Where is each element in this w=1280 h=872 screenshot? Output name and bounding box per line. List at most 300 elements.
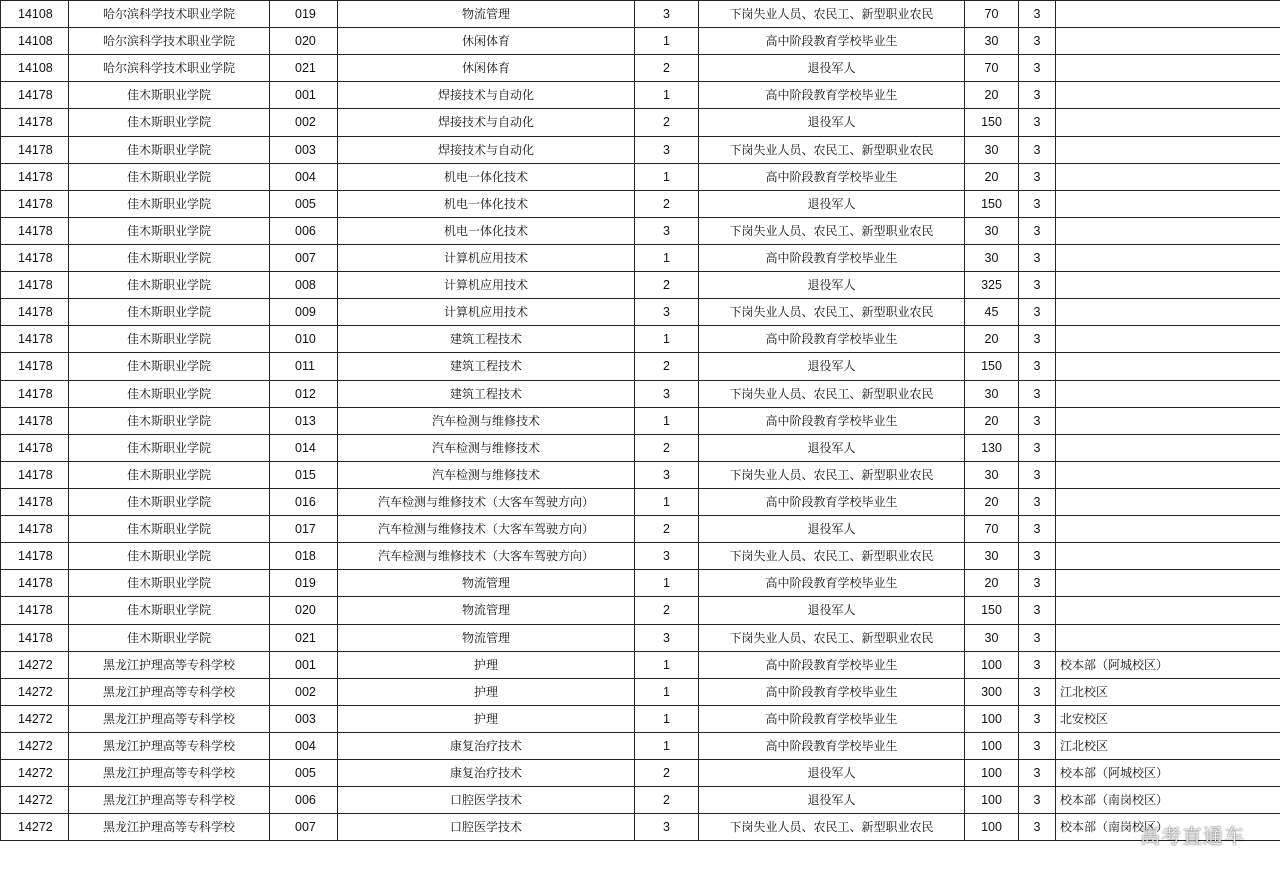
- major-code-cell: 001: [270, 82, 338, 109]
- school-name-cell: 哈尔滨科学技术职业学院: [69, 55, 270, 82]
- major-code-cell: 011: [270, 353, 338, 380]
- school-name-cell: 佳木斯职业学院: [69, 299, 270, 326]
- major-name-cell: 汽车检测与维修技术: [338, 407, 635, 434]
- remark-cell: [1056, 272, 1280, 299]
- table-row: [1, 732, 1280, 759]
- school-code-cell: 14178: [1, 190, 69, 217]
- category-cell: 2: [635, 190, 699, 217]
- major-name-cell: 建筑工程技术: [338, 353, 635, 380]
- duration-cell: 3: [1019, 570, 1056, 597]
- major-name-cell: 计算机应用技术: [338, 299, 635, 326]
- duration-cell: 3: [1019, 1, 1056, 28]
- category-cell: 3: [635, 814, 699, 841]
- major-code-cell: 009: [270, 299, 338, 326]
- school-code-cell: 14178: [1, 434, 69, 461]
- table-row: [1, 326, 1280, 353]
- major-name-cell: 康复治疗技术: [338, 760, 635, 787]
- remark-cell: [1056, 516, 1280, 543]
- school-code-cell: 14178: [1, 353, 69, 380]
- major-code-cell: 021: [270, 624, 338, 651]
- remark-cell: 江北校区: [1056, 732, 1280, 759]
- school-code-cell: 14272: [1, 814, 69, 841]
- major-name-cell: 机电一体化技术: [338, 217, 635, 244]
- category-cell: 3: [635, 461, 699, 488]
- major-code-cell: 001: [270, 651, 338, 678]
- recruit-target-cell: 高中阶段教育学校毕业生: [699, 82, 965, 109]
- category-cell: 3: [635, 543, 699, 570]
- remark-cell: [1056, 163, 1280, 190]
- major-name-cell: 休闲体育: [338, 28, 635, 55]
- school-code-cell: 14108: [1, 1, 69, 28]
- duration-cell: 3: [1019, 136, 1056, 163]
- major-code-cell: 003: [270, 136, 338, 163]
- table-row: [1, 244, 1280, 271]
- school-name-cell: 黑龙江护理高等专科学校: [69, 651, 270, 678]
- major-code-cell: 002: [270, 109, 338, 136]
- school-name-cell: 佳木斯职业学院: [69, 82, 270, 109]
- category-cell: 2: [635, 516, 699, 543]
- table-row: [1, 488, 1280, 515]
- major-code-cell: 002: [270, 678, 338, 705]
- major-name-cell: 物流管理: [338, 1, 635, 28]
- plan-count-cell: 30: [965, 543, 1019, 570]
- plan-count-cell: 70: [965, 516, 1019, 543]
- remark-cell: [1056, 570, 1280, 597]
- category-cell: 3: [635, 136, 699, 163]
- table-row: [1, 434, 1280, 461]
- duration-cell: 3: [1019, 678, 1056, 705]
- school-code-cell: 14178: [1, 516, 69, 543]
- plan-count-cell: 150: [965, 190, 1019, 217]
- duration-cell: 3: [1019, 760, 1056, 787]
- major-name-cell: 物流管理: [338, 570, 635, 597]
- major-code-cell: 004: [270, 732, 338, 759]
- major-code-cell: 006: [270, 787, 338, 814]
- duration-cell: 3: [1019, 705, 1056, 732]
- plan-count-cell: 100: [965, 732, 1019, 759]
- recruit-target-cell: 退役军人: [699, 597, 965, 624]
- school-code-cell: 14178: [1, 380, 69, 407]
- remark-cell: [1056, 1, 1280, 28]
- duration-cell: 3: [1019, 624, 1056, 651]
- table-row: [1, 380, 1280, 407]
- table-row: [1, 461, 1280, 488]
- plan-count-cell: 20: [965, 163, 1019, 190]
- plan-count-cell: 70: [965, 55, 1019, 82]
- recruit-target-cell: 下岗失业人员、农民工、新型职业农民: [699, 543, 965, 570]
- recruit-target-cell: 下岗失业人员、农民工、新型职业农民: [699, 380, 965, 407]
- remark-cell: 校本部（南岗校区）: [1056, 787, 1280, 814]
- school-code-cell: 14272: [1, 705, 69, 732]
- major-name-cell: 焊接技术与自动化: [338, 109, 635, 136]
- category-cell: 2: [635, 760, 699, 787]
- school-code-cell: 14272: [1, 760, 69, 787]
- recruit-target-cell: 退役军人: [699, 787, 965, 814]
- major-name-cell: 建筑工程技术: [338, 326, 635, 353]
- plan-count-cell: 100: [965, 705, 1019, 732]
- category-cell: 1: [635, 705, 699, 732]
- major-code-cell: 004: [270, 163, 338, 190]
- remark-cell: [1056, 326, 1280, 353]
- duration-cell: 3: [1019, 272, 1056, 299]
- school-code-cell: 14178: [1, 326, 69, 353]
- plan-count-cell: 100: [965, 814, 1019, 841]
- school-code-cell: 14178: [1, 163, 69, 190]
- school-code-cell: 14178: [1, 82, 69, 109]
- school-code-cell: 14108: [1, 55, 69, 82]
- remark-cell: [1056, 597, 1280, 624]
- school-name-cell: 哈尔滨科学技术职业学院: [69, 1, 270, 28]
- table-row: [1, 136, 1280, 163]
- recruit-target-cell: 退役军人: [699, 55, 965, 82]
- remark-cell: [1056, 461, 1280, 488]
- major-code-cell: 013: [270, 407, 338, 434]
- plan-count-cell: 150: [965, 109, 1019, 136]
- category-cell: 1: [635, 163, 699, 190]
- plan-count-cell: 300: [965, 678, 1019, 705]
- plan-count-cell: 130: [965, 434, 1019, 461]
- school-code-cell: 14178: [1, 461, 69, 488]
- school-code-cell: 14178: [1, 407, 69, 434]
- plan-count-cell: 20: [965, 570, 1019, 597]
- major-name-cell: 康复治疗技术: [338, 732, 635, 759]
- remark-cell: [1056, 488, 1280, 515]
- recruit-target-cell: 高中阶段教育学校毕业生: [699, 244, 965, 271]
- table-row: [1, 705, 1280, 732]
- major-code-cell: 007: [270, 244, 338, 271]
- major-name-cell: 休闲体育: [338, 55, 635, 82]
- remark-cell: [1056, 82, 1280, 109]
- school-code-cell: 14178: [1, 136, 69, 163]
- duration-cell: 3: [1019, 488, 1056, 515]
- table-row: [1, 597, 1280, 624]
- school-name-cell: 佳木斯职业学院: [69, 109, 270, 136]
- major-name-cell: 焊接技术与自动化: [338, 136, 635, 163]
- plan-count-cell: 45: [965, 299, 1019, 326]
- school-code-cell: 14178: [1, 543, 69, 570]
- major-code-cell: 018: [270, 543, 338, 570]
- recruit-target-cell: 下岗失业人员、农民工、新型职业农民: [699, 1, 965, 28]
- plan-count-cell: 30: [965, 136, 1019, 163]
- table-row: [1, 678, 1280, 705]
- category-cell: 1: [635, 28, 699, 55]
- remark-cell: [1056, 109, 1280, 136]
- recruit-target-cell: 高中阶段教育学校毕业生: [699, 163, 965, 190]
- plan-count-cell: 325: [965, 272, 1019, 299]
- school-name-cell: 佳木斯职业学院: [69, 217, 270, 244]
- category-cell: 1: [635, 570, 699, 597]
- duration-cell: 3: [1019, 28, 1056, 55]
- recruit-target-cell: 退役军人: [699, 109, 965, 136]
- remark-cell: [1056, 434, 1280, 461]
- school-code-cell: 14178: [1, 570, 69, 597]
- school-name-cell: 黑龙江护理高等专科学校: [69, 732, 270, 759]
- recruit-target-cell: 高中阶段教育学校毕业生: [699, 28, 965, 55]
- plan-count-cell: 30: [965, 380, 1019, 407]
- major-code-cell: 019: [270, 1, 338, 28]
- table-row: [1, 217, 1280, 244]
- school-code-cell: 14178: [1, 272, 69, 299]
- school-code-cell: 14272: [1, 787, 69, 814]
- school-code-cell: 14178: [1, 488, 69, 515]
- recruit-target-cell: 下岗失业人员、农民工、新型职业农民: [699, 624, 965, 651]
- school-name-cell: 佳木斯职业学院: [69, 136, 270, 163]
- duration-cell: 3: [1019, 651, 1056, 678]
- remark-cell: [1056, 543, 1280, 570]
- plan-count-cell: 30: [965, 624, 1019, 651]
- remark-cell: [1056, 28, 1280, 55]
- recruit-target-cell: 高中阶段教育学校毕业生: [699, 326, 965, 353]
- major-name-cell: 汽车检测与维修技术: [338, 461, 635, 488]
- category-cell: 1: [635, 244, 699, 271]
- plan-count-cell: 100: [965, 787, 1019, 814]
- school-code-cell: 14178: [1, 109, 69, 136]
- school-code-cell: 14178: [1, 299, 69, 326]
- plan-count-cell: 20: [965, 407, 1019, 434]
- category-cell: 1: [635, 678, 699, 705]
- duration-cell: 3: [1019, 326, 1056, 353]
- school-name-cell: 佳木斯职业学院: [69, 543, 270, 570]
- major-name-cell: 机电一体化技术: [338, 190, 635, 217]
- category-cell: 3: [635, 217, 699, 244]
- table-row: [1, 760, 1280, 787]
- remark-cell: [1056, 299, 1280, 326]
- major-name-cell: 口腔医学技术: [338, 814, 635, 841]
- duration-cell: 3: [1019, 461, 1056, 488]
- recruit-target-cell: 退役军人: [699, 190, 965, 217]
- school-name-cell: 佳木斯职业学院: [69, 272, 270, 299]
- school-code-cell: 14178: [1, 217, 69, 244]
- major-code-cell: 014: [270, 434, 338, 461]
- duration-cell: 3: [1019, 787, 1056, 814]
- school-name-cell: 佳木斯职业学院: [69, 380, 270, 407]
- duration-cell: 3: [1019, 163, 1056, 190]
- duration-cell: 3: [1019, 82, 1056, 109]
- school-name-cell: 佳木斯职业学院: [69, 516, 270, 543]
- school-name-cell: 佳木斯职业学院: [69, 488, 270, 515]
- major-name-cell: 计算机应用技术: [338, 272, 635, 299]
- major-code-cell: 005: [270, 760, 338, 787]
- recruit-target-cell: 下岗失业人员、农民工、新型职业农民: [699, 814, 965, 841]
- school-code-cell: 14178: [1, 597, 69, 624]
- table-row: [1, 353, 1280, 380]
- plan-count-cell: 20: [965, 326, 1019, 353]
- table-row: [1, 1, 1280, 28]
- duration-cell: 3: [1019, 353, 1056, 380]
- major-code-cell: 019: [270, 570, 338, 597]
- major-code-cell: 007: [270, 814, 338, 841]
- duration-cell: 3: [1019, 516, 1056, 543]
- category-cell: 2: [635, 272, 699, 299]
- remark-cell: 校本部（阿城校区）: [1056, 651, 1280, 678]
- plan-count-cell: 30: [965, 28, 1019, 55]
- table-row: [1, 570, 1280, 597]
- major-name-cell: 汽车检测与维修技术: [338, 434, 635, 461]
- category-cell: 2: [635, 597, 699, 624]
- major-code-cell: 008: [270, 272, 338, 299]
- major-name-cell: 护理: [338, 705, 635, 732]
- recruit-target-cell: 退役军人: [699, 516, 965, 543]
- category-cell: 1: [635, 732, 699, 759]
- school-code-cell: 14272: [1, 678, 69, 705]
- category-cell: 2: [635, 434, 699, 461]
- plan-count-cell: 20: [965, 82, 1019, 109]
- recruit-target-cell: 退役军人: [699, 272, 965, 299]
- plan-count-cell: 150: [965, 597, 1019, 624]
- remark-cell: [1056, 55, 1280, 82]
- major-name-cell: 汽车检测与维修技术（大客车驾驶方向）: [338, 543, 635, 570]
- recruit-target-cell: 高中阶段教育学校毕业生: [699, 678, 965, 705]
- table-row: [1, 82, 1280, 109]
- recruit-target-cell: 高中阶段教育学校毕业生: [699, 732, 965, 759]
- table-row: [1, 163, 1280, 190]
- remark-cell: [1056, 217, 1280, 244]
- recruit-target-cell: 下岗失业人员、农民工、新型职业农民: [699, 136, 965, 163]
- duration-cell: 3: [1019, 434, 1056, 461]
- remark-cell: 北安校区: [1056, 705, 1280, 732]
- school-code-cell: 14272: [1, 651, 69, 678]
- recruit-target-cell: 高中阶段教育学校毕业生: [699, 488, 965, 515]
- remark-cell: [1056, 624, 1280, 651]
- plan-count-cell: 150: [965, 353, 1019, 380]
- major-name-cell: 汽车检测与维修技术（大客车驾驶方向）: [338, 516, 635, 543]
- duration-cell: 3: [1019, 190, 1056, 217]
- duration-cell: 3: [1019, 380, 1056, 407]
- recruit-target-cell: 下岗失业人员、农民工、新型职业农民: [699, 461, 965, 488]
- category-cell: 2: [635, 787, 699, 814]
- duration-cell: 3: [1019, 109, 1056, 136]
- major-name-cell: 物流管理: [338, 624, 635, 651]
- school-code-cell: 14108: [1, 28, 69, 55]
- plan-count-cell: 30: [965, 461, 1019, 488]
- remark-cell: [1056, 353, 1280, 380]
- school-name-cell: 黑龙江护理高等专科学校: [69, 705, 270, 732]
- recruit-target-cell: 退役军人: [699, 434, 965, 461]
- recruit-target-cell: 高中阶段教育学校毕业生: [699, 651, 965, 678]
- school-code-cell: 14272: [1, 732, 69, 759]
- school-name-cell: 佳木斯职业学院: [69, 407, 270, 434]
- school-name-cell: 佳木斯职业学院: [69, 624, 270, 651]
- major-code-cell: 005: [270, 190, 338, 217]
- duration-cell: 3: [1019, 543, 1056, 570]
- watermark-text: 高考直通车: [1140, 824, 1245, 848]
- recruit-target-cell: 高中阶段教育学校毕业生: [699, 570, 965, 597]
- remark-cell: 江北校区: [1056, 678, 1280, 705]
- school-name-cell: 佳木斯职业学院: [69, 190, 270, 217]
- recruit-target-cell: 高中阶段教育学校毕业生: [699, 705, 965, 732]
- remark-cell: 校本部（南岗校区）: [1056, 814, 1280, 841]
- school-name-cell: 佳木斯职业学院: [69, 326, 270, 353]
- major-code-cell: 003: [270, 705, 338, 732]
- school-name-cell: 黑龙江护理高等专科学校: [69, 678, 270, 705]
- category-cell: 3: [635, 380, 699, 407]
- recruit-target-cell: 高中阶段教育学校毕业生: [699, 407, 965, 434]
- category-cell: 3: [635, 1, 699, 28]
- table-row: [1, 272, 1280, 299]
- duration-cell: 3: [1019, 814, 1056, 841]
- school-name-cell: 黑龙江护理高等专科学校: [69, 760, 270, 787]
- category-cell: 1: [635, 651, 699, 678]
- major-name-cell: 口腔医学技术: [338, 787, 635, 814]
- category-cell: 2: [635, 353, 699, 380]
- table-row: [1, 787, 1280, 814]
- recruit-target-cell: 退役军人: [699, 760, 965, 787]
- duration-cell: 3: [1019, 217, 1056, 244]
- category-cell: 1: [635, 407, 699, 434]
- duration-cell: 3: [1019, 732, 1056, 759]
- recruit-target-cell: 退役军人: [699, 353, 965, 380]
- duration-cell: 3: [1019, 55, 1056, 82]
- major-code-cell: 017: [270, 516, 338, 543]
- category-cell: 1: [635, 326, 699, 353]
- remark-cell: [1056, 190, 1280, 217]
- table-body: [1, 1, 1280, 841]
- category-cell: 2: [635, 55, 699, 82]
- major-name-cell: 护理: [338, 651, 635, 678]
- school-name-cell: 黑龙江护理高等专科学校: [69, 814, 270, 841]
- recruit-target-cell: 下岗失业人员、农民工、新型职业农民: [699, 217, 965, 244]
- table-row: [1, 624, 1280, 651]
- major-name-cell: 建筑工程技术: [338, 380, 635, 407]
- major-code-cell: 021: [270, 55, 338, 82]
- plan-count-cell: 100: [965, 651, 1019, 678]
- duration-cell: 3: [1019, 299, 1056, 326]
- table-row: [1, 516, 1280, 543]
- school-name-cell: 佳木斯职业学院: [69, 353, 270, 380]
- remark-cell: [1056, 380, 1280, 407]
- category-cell: 1: [635, 82, 699, 109]
- school-name-cell: 黑龙江护理高等专科学校: [69, 787, 270, 814]
- table-row: [1, 651, 1280, 678]
- category-cell: 1: [635, 488, 699, 515]
- plan-count-cell: 30: [965, 217, 1019, 244]
- school-name-cell: 佳木斯职业学院: [69, 244, 270, 271]
- remark-cell: [1056, 407, 1280, 434]
- table-row: [1, 55, 1280, 82]
- category-cell: 3: [635, 299, 699, 326]
- plan-count-cell: 100: [965, 760, 1019, 787]
- major-name-cell: 物流管理: [338, 597, 635, 624]
- major-code-cell: 020: [270, 597, 338, 624]
- plan-count-cell: 70: [965, 1, 1019, 28]
- duration-cell: 3: [1019, 407, 1056, 434]
- major-code-cell: 015: [270, 461, 338, 488]
- major-name-cell: 机电一体化技术: [338, 163, 635, 190]
- table-row: [1, 28, 1280, 55]
- school-name-cell: 佳木斯职业学院: [69, 461, 270, 488]
- school-name-cell: 佳木斯职业学院: [69, 163, 270, 190]
- category-cell: 2: [635, 109, 699, 136]
- remark-cell: [1056, 244, 1280, 271]
- school-name-cell: 佳木斯职业学院: [69, 434, 270, 461]
- plan-count-cell: 20: [965, 488, 1019, 515]
- school-code-cell: 14178: [1, 624, 69, 651]
- table-row: [1, 543, 1280, 570]
- school-name-cell: 佳木斯职业学院: [69, 570, 270, 597]
- major-code-cell: 010: [270, 326, 338, 353]
- remark-cell: 校本部（阿城校区）: [1056, 760, 1280, 787]
- table-row: [1, 190, 1280, 217]
- table-row: [1, 299, 1280, 326]
- major-name-cell: 护理: [338, 678, 635, 705]
- recruit-target-cell: 下岗失业人员、农民工、新型职业农民: [699, 299, 965, 326]
- school-name-cell: 哈尔滨科学技术职业学院: [69, 28, 270, 55]
- major-code-cell: 006: [270, 217, 338, 244]
- duration-cell: 3: [1019, 597, 1056, 624]
- major-code-cell: 016: [270, 488, 338, 515]
- table-row: [1, 109, 1280, 136]
- major-code-cell: 020: [270, 28, 338, 55]
